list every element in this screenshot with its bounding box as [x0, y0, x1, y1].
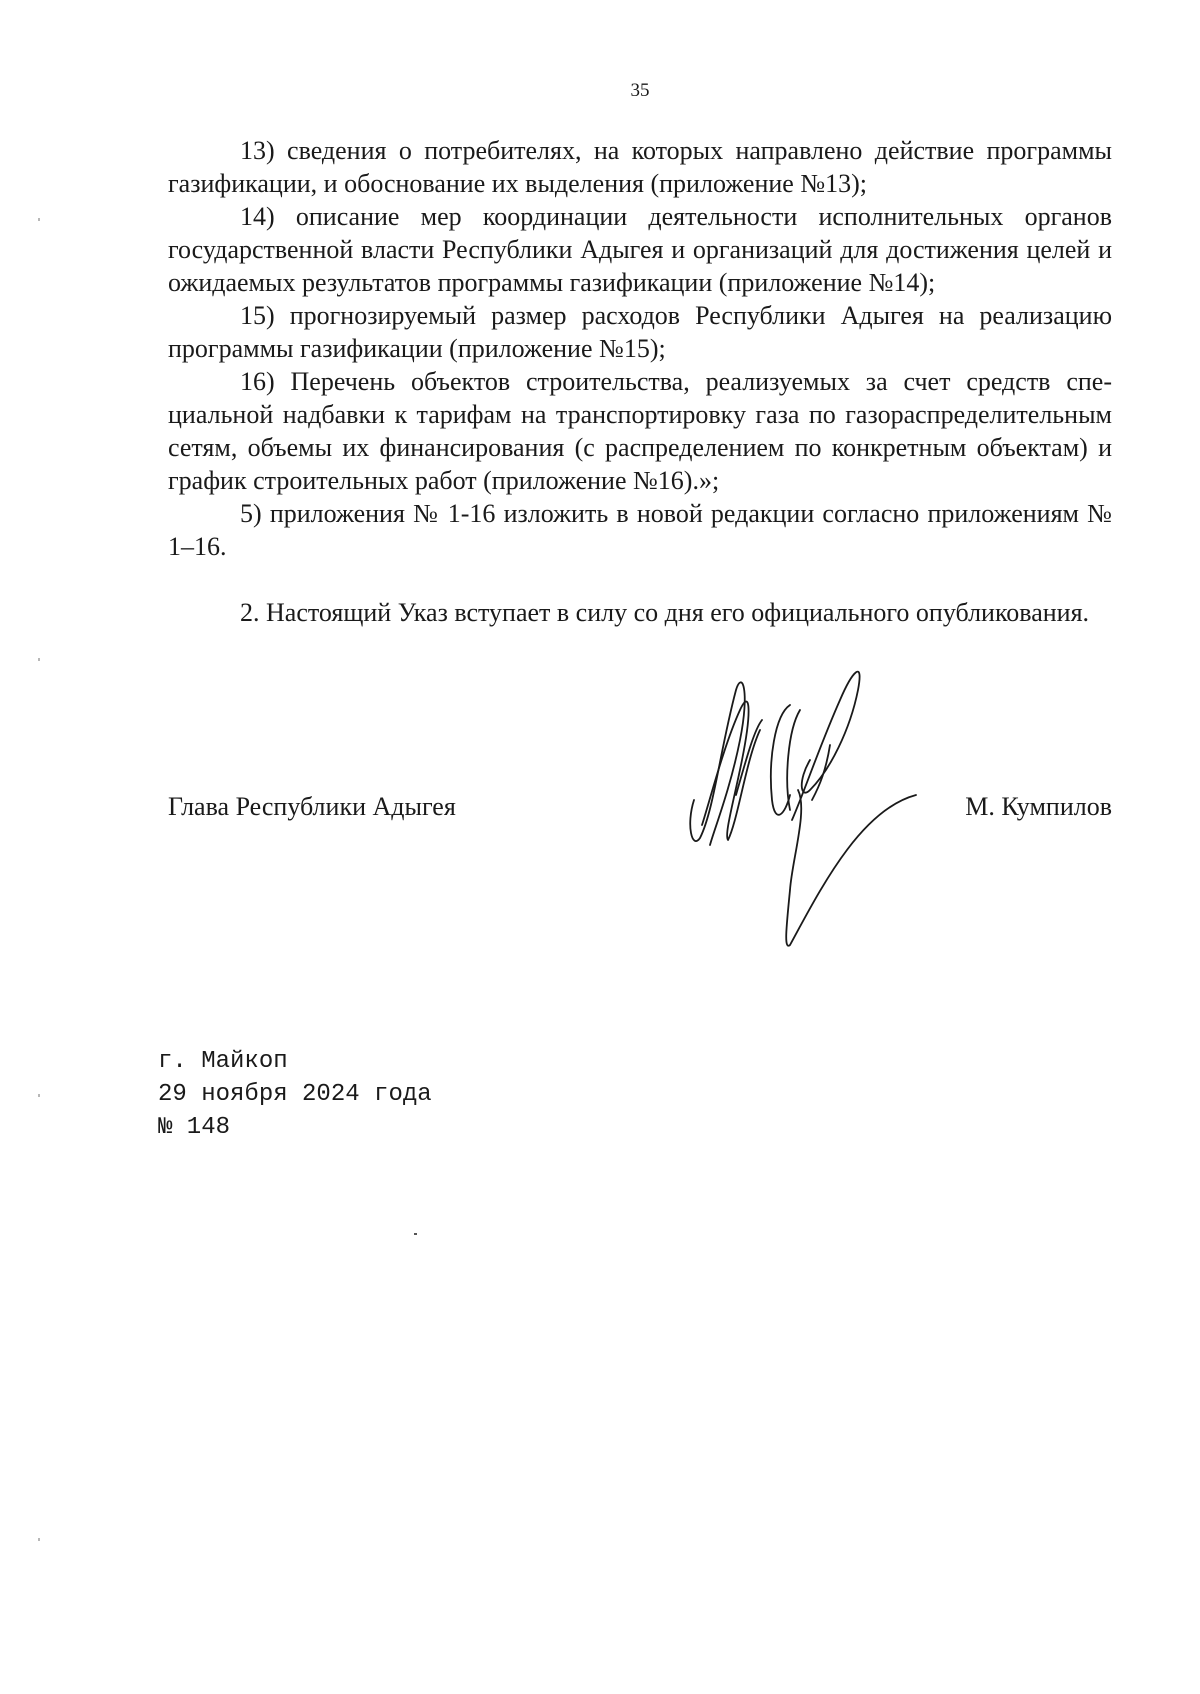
- city-line: г. Майкоп: [158, 1048, 288, 1075]
- document-meta: [158, 1045, 432, 1144]
- page-number: 35: [630, 80, 650, 101]
- paragraph-13: 13) сведения о потребителях, на которых направлено действие программы газификации, и обоснование их выделения (приложение №13);: [168, 136, 1112, 198]
- document-body: [168, 134, 1112, 629]
- handwritten-signature: [680, 650, 940, 990]
- scan-speck: [414, 1233, 417, 1235]
- date-line: 29 ноября 2024 года: [158, 1081, 432, 1108]
- margin-mark: [38, 218, 40, 221]
- paragraph-5: 5) приложения № 1-16 изложить в новой редакции согласно приложениям № 1–16.: [168, 499, 1112, 561]
- paragraph-15: 15) прогнозируемый размер расходов Республики Адыгея на реализацию программы газификации (приложение №15);: [168, 301, 1112, 363]
- clause-2: 2. Настоящий Указ вступает в силу со дня его официального опубликования.: [240, 598, 1090, 627]
- margin-mark: [38, 1538, 40, 1541]
- margin-mark: [38, 658, 40, 661]
- signatory-name: М. Кумпилов: [965, 792, 1112, 821]
- paragraph-14: 14) описание мер координации деятельности исполнительных органов государственной власти Республики Адыгея и организаций для достижения целей и ожидаемых результатов программы газификации (приложение №14);: [168, 202, 1112, 297]
- number-line: № 148: [158, 1114, 231, 1141]
- paragraph-16: 16) Перечень объектов строительства, реализуемых за счет средств специальной надбавки к тарифам на транспортировку газа по газораспределительным сетям, объемы их финансирования (с распределением по конкретным объектам) и график строительных работ (приложение №16).»;: [168, 367, 1112, 495]
- signatory-title: Глава Республики Адыгея: [168, 792, 456, 821]
- margin-mark: [38, 1094, 40, 1097]
